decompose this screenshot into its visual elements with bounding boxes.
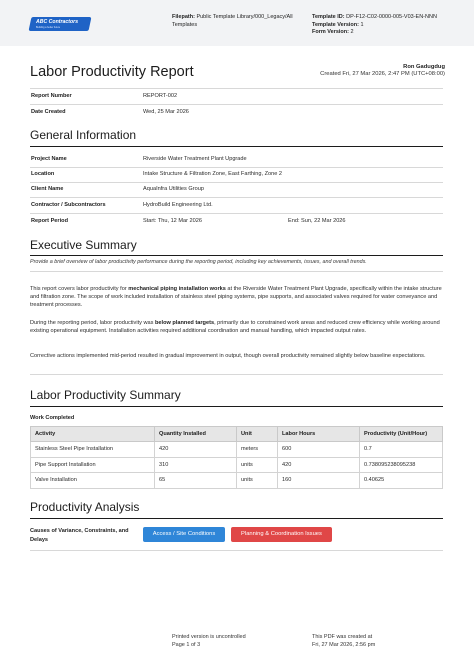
table-row <box>31 457 443 473</box>
filepath-value: Public Template Library/000_Legacy/All Templates <box>172 14 293 28</box>
executive-summary-heading: Executive Summary <box>30 238 137 252</box>
divider <box>30 550 443 551</box>
author-name: Ron Gadugdug <box>403 64 445 70</box>
report-period-end: End: Sun, 22 Mar 2026 <box>288 218 346 224</box>
location-value: Intake Structure & Filtration Zone, East Farthing, Zone 2 <box>143 171 282 177</box>
summary-paragraph-2 <box>30 319 445 335</box>
footer-print-notice <box>172 634 246 649</box>
divider <box>30 374 443 375</box>
table-row <box>31 442 443 458</box>
tag-planning-coordination-issues[interactable]: Planning & Coordination Issues <box>231 527 332 542</box>
divider <box>30 213 443 214</box>
column-header: Quantity Installed <box>155 427 237 442</box>
footer-created <box>312 634 375 649</box>
logo-title: ABC Contractors <box>36 19 79 25</box>
table-cell: 310 <box>155 457 237 473</box>
table-cell: units <box>237 473 278 489</box>
template-version-label: Template Version: <box>312 21 359 28</box>
page-number: Page 1 of 3 <box>172 641 201 648</box>
table-cell: units <box>237 457 278 473</box>
divider <box>30 104 443 105</box>
table-cell: Pipe Support Installation <box>31 457 155 473</box>
contractor-value: HydroBuild Engineering Ltd. <box>143 202 213 208</box>
table-cell: 420 <box>155 442 237 458</box>
uncontrolled-notice: Printed version is uncontrolled <box>172 634 246 640</box>
template-id-value: DP-F12-C02-0000-005-V03-EN-NNN <box>346 14 437 20</box>
page-title: Labor Productivity Report <box>30 64 194 80</box>
general-information-heading: General Information <box>30 128 137 142</box>
report-number-value: REPORT-002 <box>143 93 178 99</box>
table-cell: 0.738095238095238 <box>360 457 443 473</box>
table-cell: 420 <box>278 457 360 473</box>
created-timestamp: Created Fri, 27 Mar 2026, 2:47 PM (UTC+08:00) <box>320 71 445 77</box>
template-version-value: 1 <box>360 21 364 28</box>
summary-paragraph-3: Corrective actions implemented mid-period resulted in gradual improvement in output, though overall productivity remained slightly below baseline expectations. <box>30 353 426 359</box>
project-name-value: Riverside Water Treatment Plant Upgrade <box>143 156 247 162</box>
table-cell: 160 <box>278 473 360 489</box>
summary-text: , primarily due to constrained work areas and reduced crew efficiency while working around existing operational equipment. Installation activities required additional coordination and manual handling, which impacted output rates. <box>30 320 440 335</box>
summary-text: at the Riverside Water Treatment Plant Upgrade, specifically within the intake structure and filtration zone. The scope of work included installation of stainless steel piping systems, pipe supports, and associated valves required for water conveyance and treatment processes. <box>30 286 442 309</box>
form-version-value: 2 <box>350 29 354 35</box>
table-header-row <box>31 427 443 442</box>
labor-productivity-summary-heading: Labor Productivity Summary <box>30 388 181 402</box>
filepath-block <box>172 14 300 29</box>
summary-emphasis: below planned targets <box>155 320 215 326</box>
report-period-start: Start: Thu, 12 Mar 2026 <box>143 218 202 224</box>
section-rule <box>30 146 443 147</box>
project-name-label: Project Name <box>31 156 67 162</box>
template-id-label: Template ID: <box>312 14 345 20</box>
summary-text: During the reporting period, labor productivity was <box>30 320 155 326</box>
client-name-label: Client Name <box>31 186 64 192</box>
divider <box>30 88 443 89</box>
report-period-label: Report Period <box>31 218 68 224</box>
productivity-analysis-heading: Productivity Analysis <box>30 500 140 514</box>
column-header: Activity <box>31 427 155 442</box>
section-rule <box>30 518 443 519</box>
divider <box>30 167 443 168</box>
logo-tagline: Building a better future <box>36 26 61 29</box>
contractor-label: Contractor / Subcontractors <box>31 202 106 208</box>
divider <box>30 182 443 183</box>
section-rule <box>30 255 443 256</box>
location-label: Location <box>31 171 55 177</box>
divider <box>30 197 443 198</box>
template-meta-block <box>312 14 452 37</box>
filepath-label: Filepath: <box>172 14 195 20</box>
summary-instruction: Provide a brief overview of labor productivity performance during the reporting period, including key achievements, issues, and overall trends. <box>30 259 367 265</box>
pdf-created-date: Fri, 27 Mar 2026, 2:56 pm <box>312 641 376 648</box>
table-cell: Stainless Steel Pipe Installation <box>31 442 155 458</box>
pdf-created-label: This PDF was created at <box>312 634 373 640</box>
report-number-label: Report Number <box>31 93 72 99</box>
date-created-label: Date Created <box>31 109 66 115</box>
table-cell: 0.7 <box>360 442 443 458</box>
table-cell: Valve Installation <box>31 473 155 489</box>
summary-text: This report covers labor productivity for <box>30 286 129 292</box>
table-row <box>31 473 443 489</box>
date-created-value: Wed, 25 Mar 2026 <box>143 109 189 115</box>
section-rule <box>30 406 443 407</box>
productivity-table <box>30 426 443 489</box>
table-cell: 65 <box>155 473 237 489</box>
column-header: Labor Hours <box>278 427 360 442</box>
work-completed-label: Work Completed <box>30 415 75 421</box>
causes-label: Causes of Variance, Constraints, and Delays <box>30 528 129 543</box>
form-version-label: Form Version: <box>312 29 349 35</box>
table-cell: 0.40625 <box>360 473 443 489</box>
column-header: Unit <box>237 427 278 442</box>
column-header: Productivity (Unit/Hour) <box>360 427 443 442</box>
table-cell: meters <box>237 442 278 458</box>
summary-emphasis: mechanical piping installation works <box>128 286 226 292</box>
table-cell: 600 <box>278 442 360 458</box>
tag-access-site-conditions[interactable]: Access / Site Conditions <box>143 527 225 542</box>
client-name-value: AquaInfra Utilities Group <box>143 186 204 192</box>
divider <box>30 271 443 272</box>
summary-paragraph-1 <box>30 285 445 310</box>
